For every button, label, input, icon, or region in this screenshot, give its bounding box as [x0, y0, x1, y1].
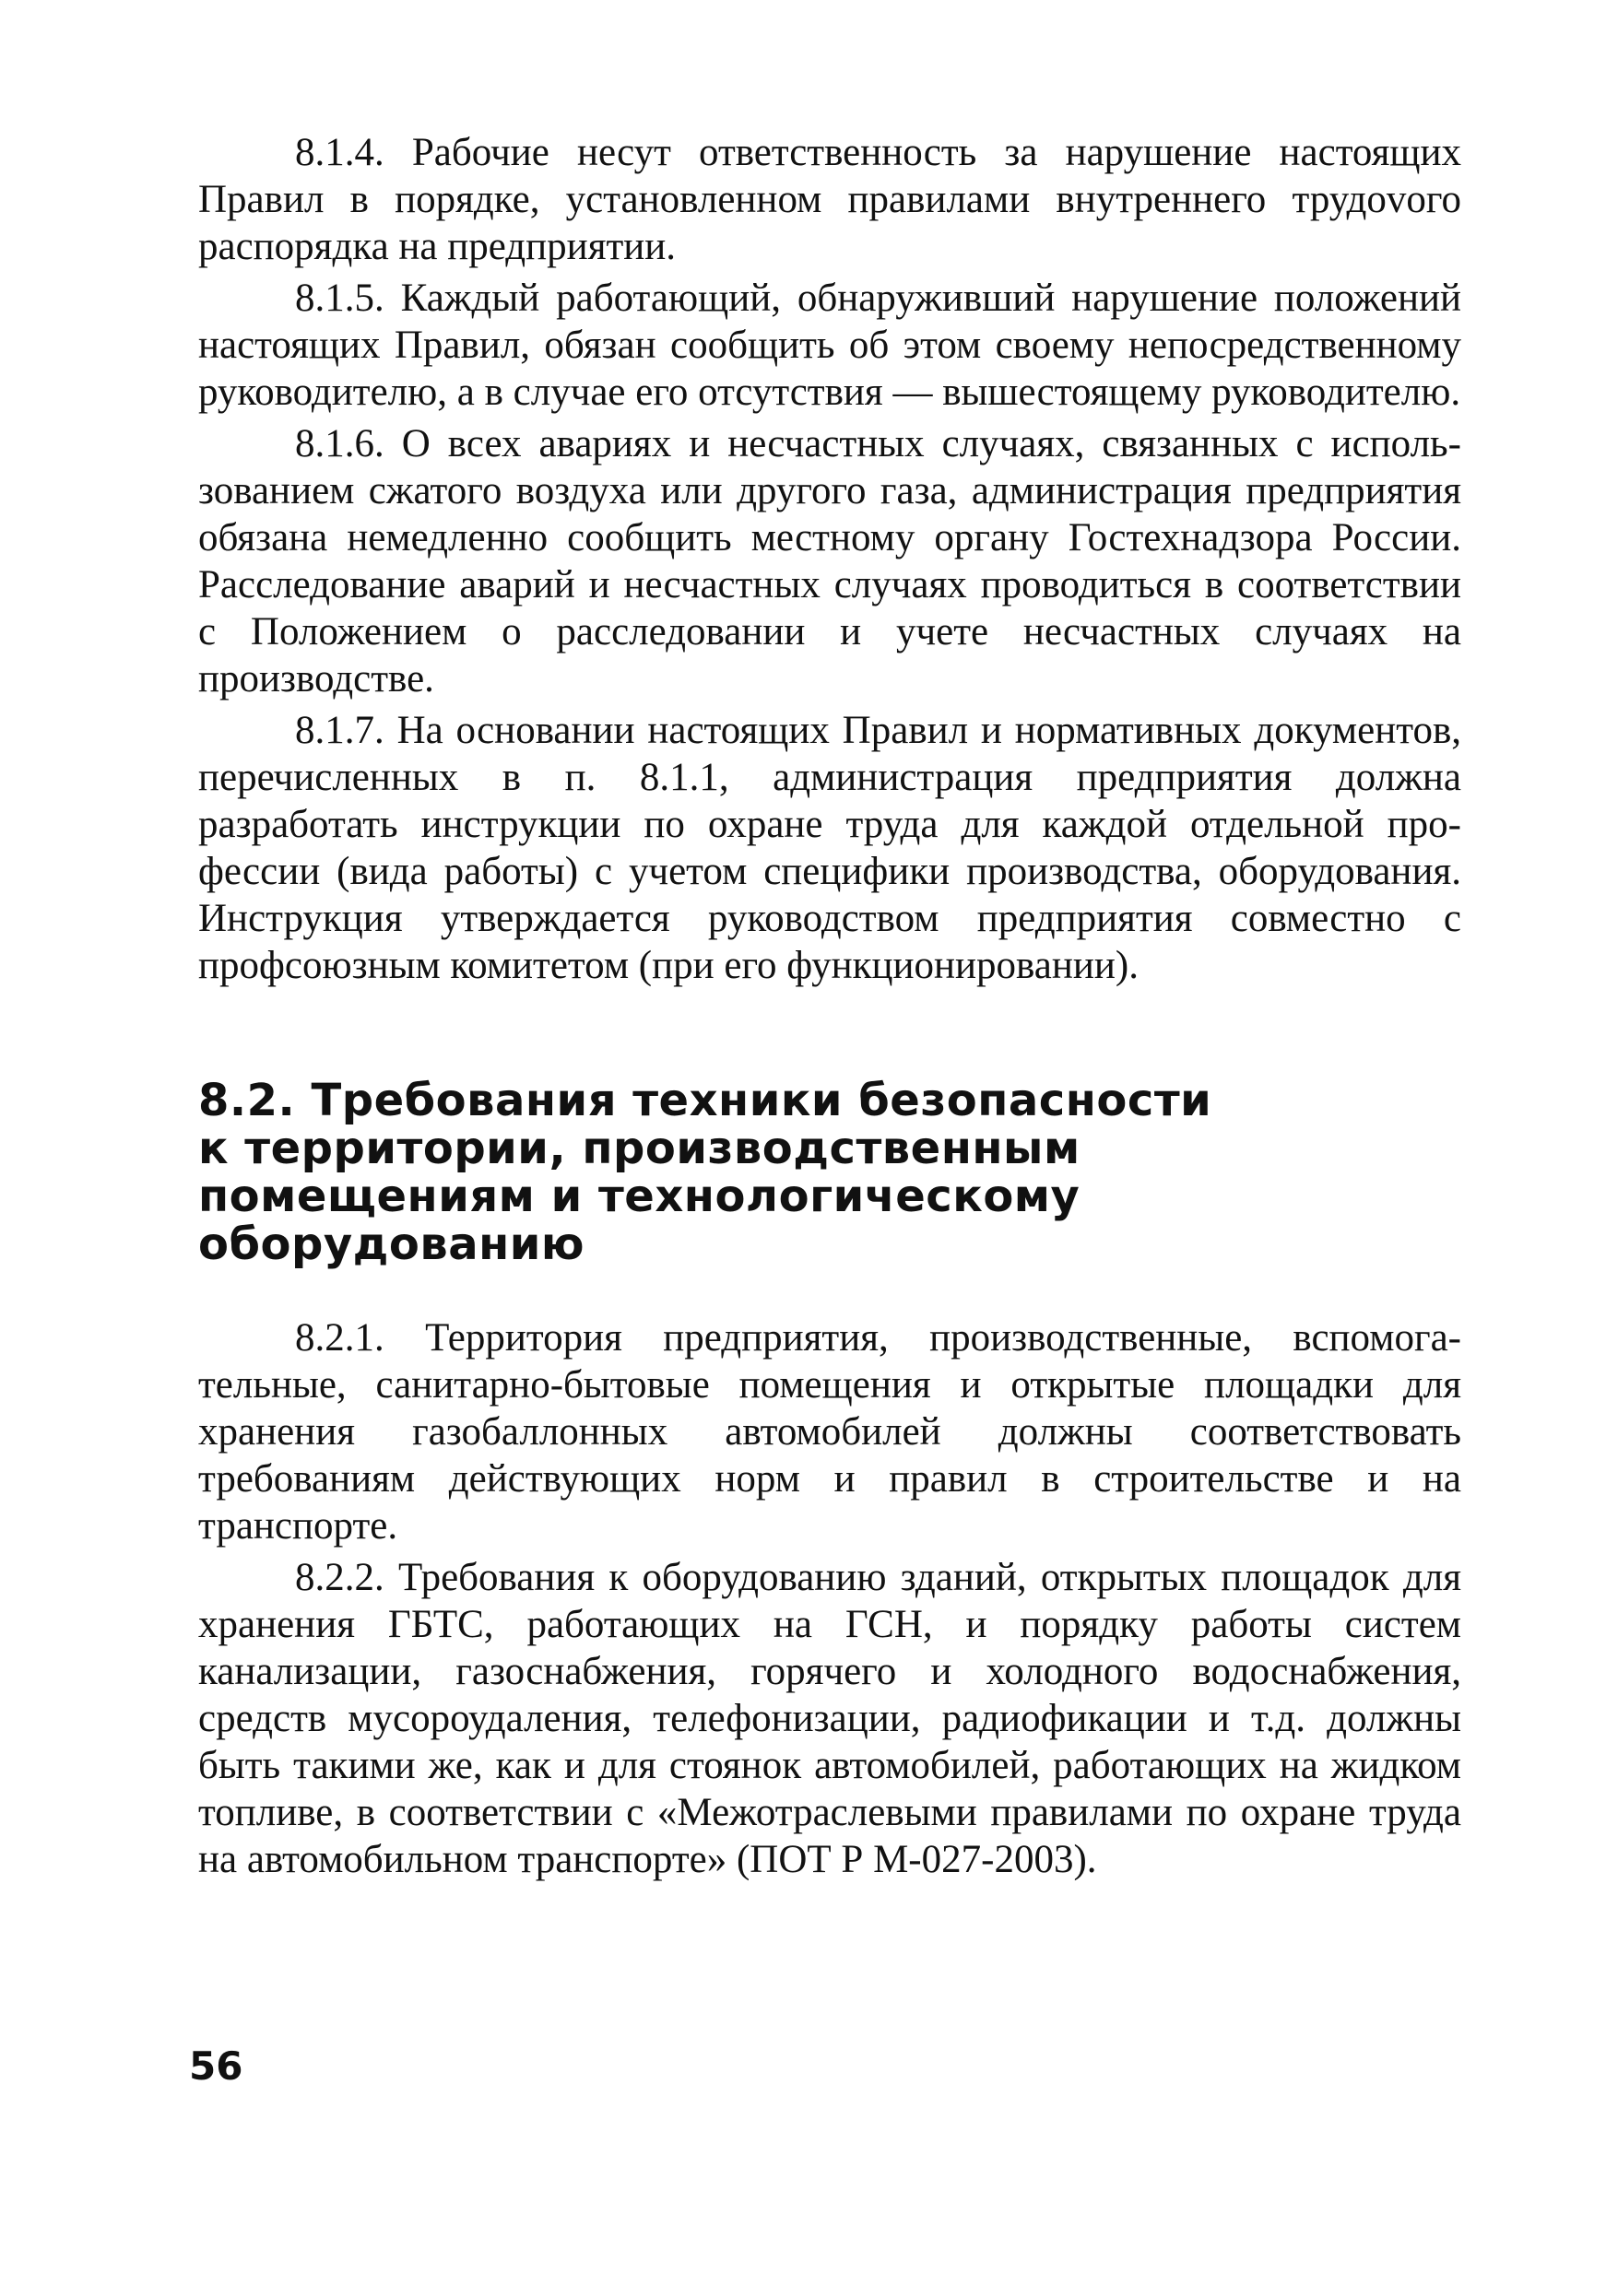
paragraph-8-2-1: 8.2.1. Территория предприятия, производственные, вспомогательные, санитарно-бытовые помещения и открытые площадки для хранения газобаллонных автомобилей должны соответствовать требованиям действующих норм и правил в строительстве и на транспорте.: [198, 1316, 1461, 1548]
paragraph-8-1-4: 8.1.4. Рабочие несут ответственность за нарушение настоящих Правил в порядке, установленном правилами внутреннего трудоvого распорядка на предприятии.: [198, 131, 1461, 268]
heading-line: 8.2. Требования техники безопасности: [198, 1075, 1212, 1126]
page-number: 56: [189, 2043, 243, 2089]
section-heading-8-2: [198, 1077, 1461, 1268]
paragraph-8-2-2: 8.2.2. Требования к оборудованию зданий, открытых площадок для хранения ГБТС, работающих на ГСН, и порядку работы систем канализации, газоснабжения, горячего и холодного водоснабжения, средств мусороудаления, телефонизации, радиофикации и т.д. должны быть такими же, как и для стоянок автомобилей, работающих на жидком топливе, в соответствии с «Межотраслевыми правилами по охране труда на автомобильном транспорте» (ПОТ Р М-027-2003).: [198, 1556, 1461, 1881]
paragraph-8-1-5: 8.1.5. Каждый работающий, обнаруживший нарушение положений настоящих Правил, обязан сообщить об этом своему непосредственному руководителю, а в случае его отсутствия — вышестоящему руководителю.: [198, 277, 1461, 414]
heading-line: к территории, производственным: [198, 1123, 1081, 1174]
heading-line: оборудованию: [198, 1219, 585, 1270]
heading-line: помещениям и технологическому: [198, 1171, 1081, 1222]
page-body: [198, 129, 1461, 1888]
paragraph-8-1-7: 8.1.7. На основании настоящих Правил и нормативных документов, перечисленных в п. 8.1.1, администрация предприятия должна разработать инструкции по охране труда для каждой отдельной профессии (вида работы) с учетом специфики производства, оборудования. Инструкция утверждается руководством предприятия совместно с профсоюзным комитетом (при его функционировании).: [198, 709, 1461, 987]
paragraph-8-1-6: 8.1.6. О всех авариях и несчастных случаях, связанных с использованием сжатого воздуха или другого газа, администрация предприятия обязана немедленно сообщить местному органу Гостехнадзора России. Расследование аварий и несчастных случаях проводиться в соответствии с Положением о расследовании и учете несчастных случаях на производстве.: [198, 422, 1461, 701]
